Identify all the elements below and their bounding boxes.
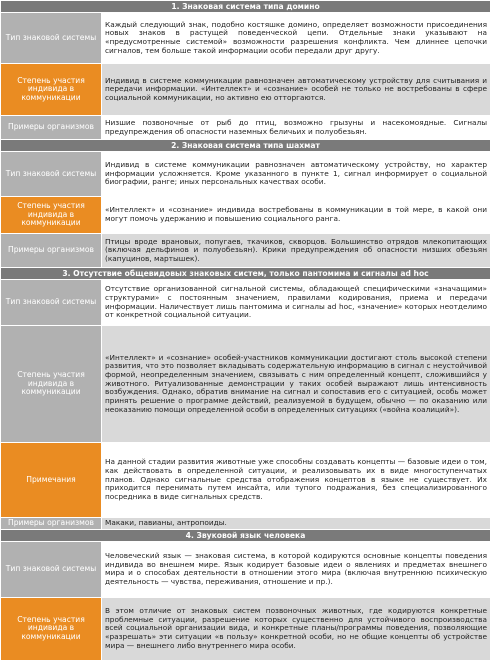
s3-row-notes-text: На данной стадии развития животные уже способны создавать концепты — базовые идеи о том, как действовать в определенной ситуации, и реализовывать их в виде многоступенчатых планов. Однако сигнальные средства отображения концептов в языке не существует. Их приходится перенимать путем инсайта, или тупого подражания, без специализированного посредника в виде сигнальных средств. (102, 443, 491, 518)
s2-row-participation-text: «Интеллект» и «сознание» индивида востребованы в коммуникации в той мере, в какой они могут помочь удержанию и повышению социального ранга. (102, 197, 491, 234)
section-2-header: 2. Знаковая система типа шахмат (1, 140, 491, 152)
s2-row-examples-text: Птицы вроде врановых, попугаев, ткачиков, скворцов. Большинство отрядов млекопитающих (включая дельфинов и полуобезьян). Крики предупреждения об опасности низших обезьян (капуцинов, мартышек). (102, 234, 491, 268)
s1-row-participation-label: Степень участия индивида в коммуникации (1, 64, 102, 116)
s3-row-participation-label: Степень участия индивида в коммуникации (1, 326, 102, 443)
s3-row-participation-text: «Интеллект» и «сознание» особей-участников коммуникации достигают столь высокой степени развития, что это позволяет вкладывать содержательную информацию в сигнал с неустойчивой формой, неопределенным значением, связывать с ним определенный концепт, сложившийся у животного. Ритуализованные демонстрации у таких особей выражают лишь интенсивность возбуждения. Однако, обратив внимание на сигнал и сопоставив его с ситуацией, особь может принять решение о программе действий, реализуемой в будущем, обычно — по оказанию или неоказанию помощи определенной особи в определенных ситуациях («война коалиций»). (102, 326, 491, 443)
section-1-header: 1. Знаковая система типа домино (1, 1, 491, 13)
s1-row-type-text: Каждый следующий знак, подобно костяшке домино, определяет возможности присоединения новых знаков в растущей поведенческой цепи. Отдельные знаки указывают на «предусмотренные системой» возможности разрешения конфликта. Чем длиннее цепочки сигналов, тем больше такой информации особи передали друг другу. (102, 13, 491, 64)
section-4-header: 4. Звуковой язык человека (1, 529, 491, 541)
s3-row-type-text: Отсутствие организованной сигнальной системы, обладающей специфическими «значащими» структурами» с постоянным значением, правилами кодирования, приема и передачи информации. Наличествует лишь пантомима и сигналы ad hoc, «значение» которых неотделимо от конкретной социальной ситуации. (102, 280, 491, 326)
s1-row-type-label: Тип знаковой системы (1, 13, 102, 64)
s1-row-examples-text: Низшие позвоночные от рыб до птиц, возможно грызуны и насекомоядные. Сигналы предупреждения об опасности наземных беличьих и полуобезьян. (102, 116, 491, 140)
s3-row-notes-label: Примечания (1, 443, 102, 518)
s2-row-type-text: Индивид в системе коммуникации равнозначен автоматическому устройству, но характер информации усложняется. Кроме указанного в пункте 1, сигнал информирует о социальной биографии, ранге; иных персональных качествах особи. (102, 152, 491, 197)
s3-row-examples-text: Макаки, павианы, антропоиды. (102, 518, 491, 530)
section-3-header: 3. Отсутствие общевидовых знаковых систем, только пантомима и сигналы ad hoc (1, 268, 491, 280)
s4-row-participation-label: Степень участия индивида в коммуникации (1, 597, 102, 660)
s3-row-examples-label: Примеры организмов (1, 518, 102, 530)
s4-row-type-text: Человеческий язык — знаковая система, в которой кодируются основные концепты поведения индивида во внешнем мире. Язык кодирует базовые идеи о явлениях и предметах внешнего мира и о способах деятельности в отношении этого мира (включая внутреннюю психическую деятельность — чувства, переживания, отношение и пр.). (102, 541, 491, 597)
s4-row-participation-text: В этом отличие от знаковых систем позвоночных животных, где кодируются конкретные проблемные ситуации, разрешение которых существенно для устойчивого воспроизводства всей социальной организации вида, и конкретные планы/программы поведения, позволяющие «разрешать» эти ситуации «в пользу» конкретной особи, но не общие концепты об устройстве мира — внешнего либо внутреннего мира особи. (102, 597, 491, 660)
s3-row-type-label: Тип знаковой системы (1, 280, 102, 326)
s4-row-type-label: Тип знаковой системы (1, 541, 102, 597)
s1-row-participation-text: Индивид в системе коммуникации равнозначен автоматическому устройству для считывания и передачи информации. «Интеллект» и «сознание» особей не только не востребованы в сфере социальной коммуникации, но активно ею отторгаются. (102, 64, 491, 116)
s2-row-examples-label: Примеры организмов (1, 234, 102, 268)
s2-row-participation-label: Степень участия индивида в коммуникации (1, 197, 102, 234)
s2-row-type-label: Тип знаковой системы (1, 152, 102, 197)
s1-row-examples-label: Примеры организмов (1, 116, 102, 140)
